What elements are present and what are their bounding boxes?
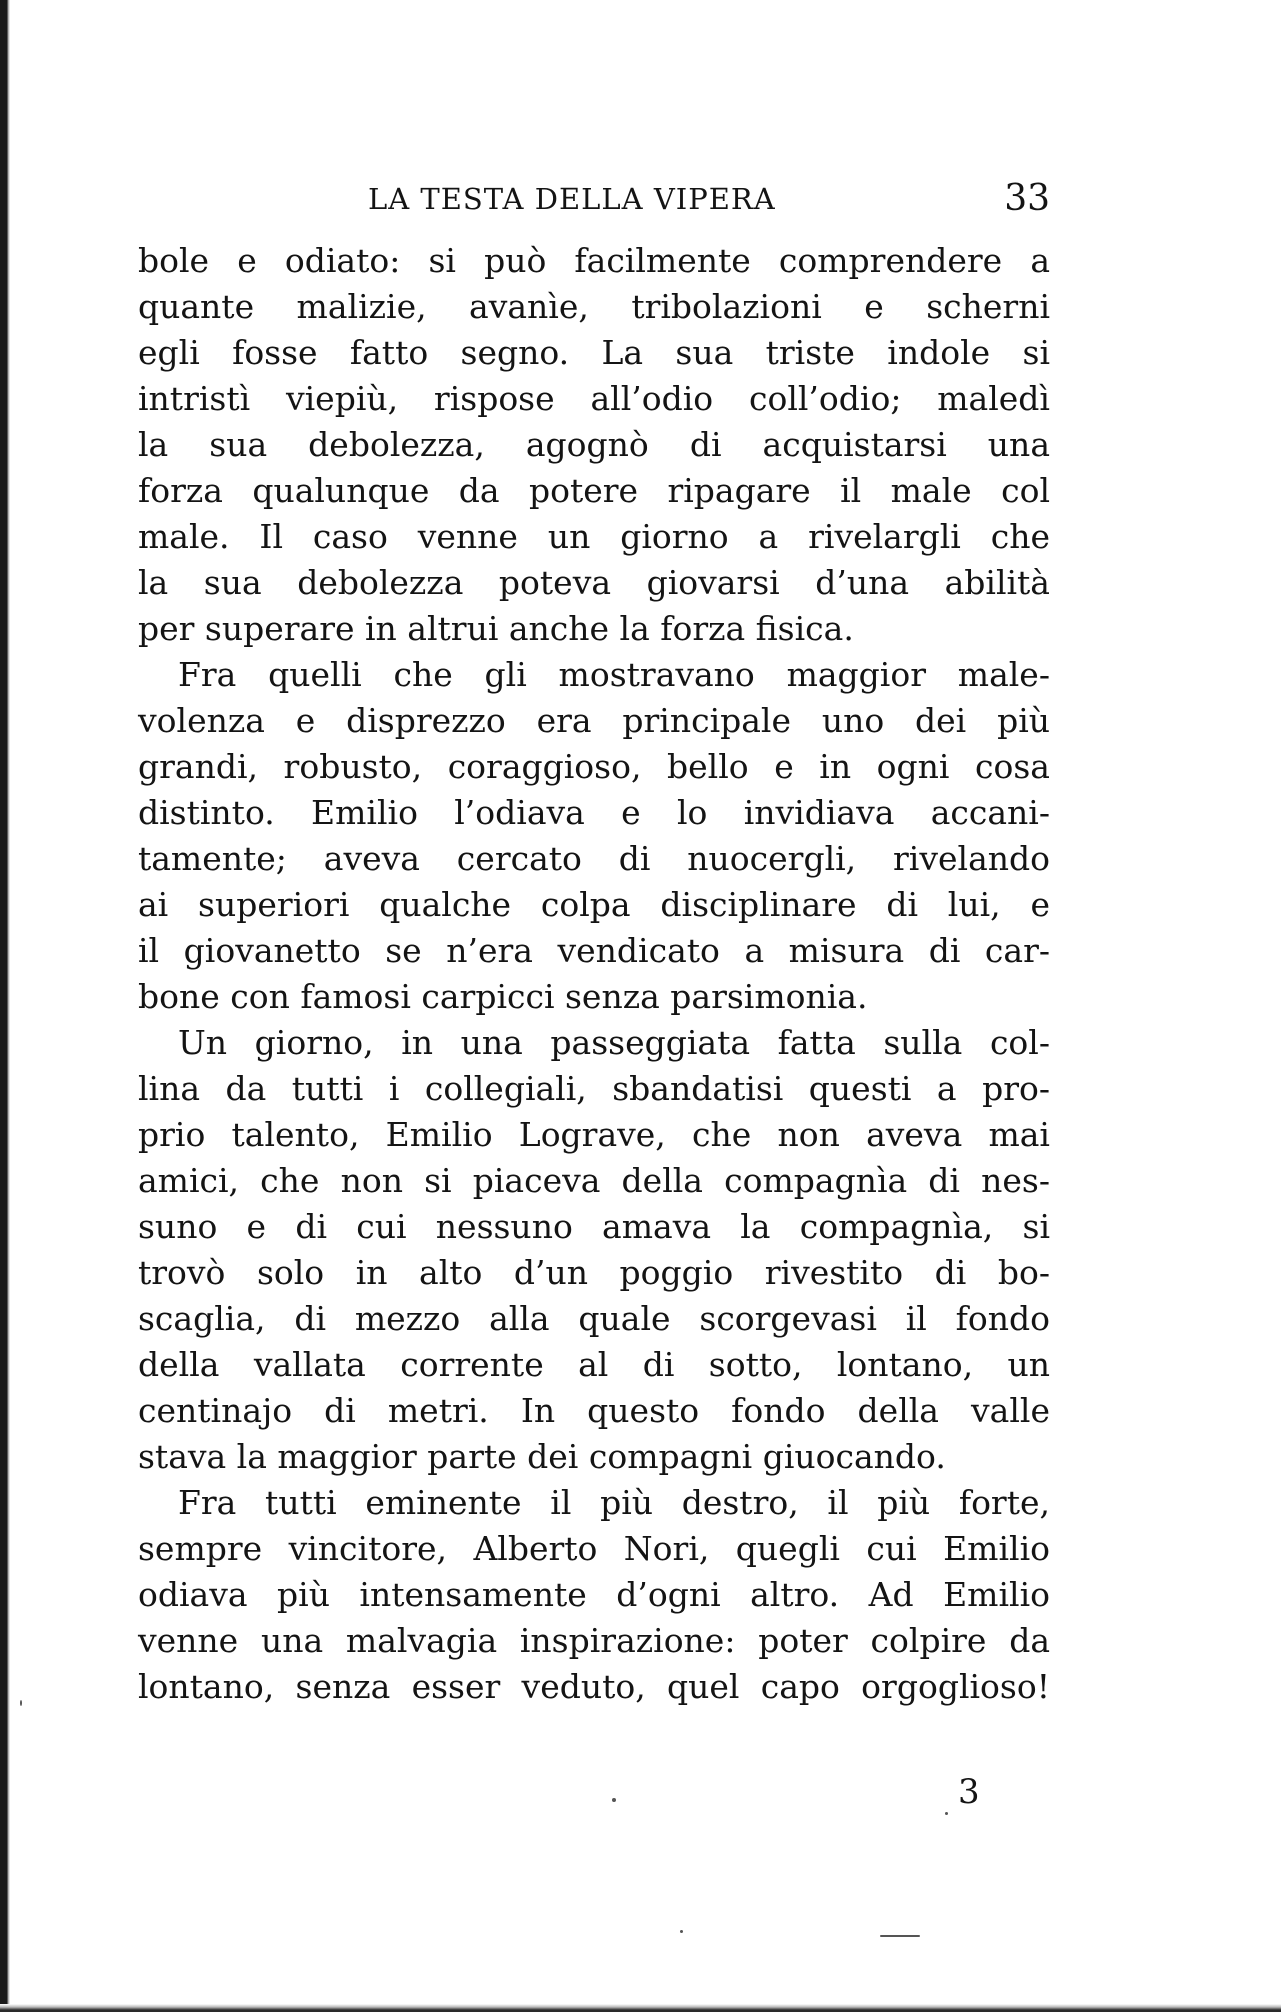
text-line: bone con famosi carpicci senza parsimonia. (138, 977, 868, 1016)
text-line: egli fosse fatto segno. La sua triste indole si (138, 333, 1050, 372)
print-speck (680, 1930, 683, 1933)
text-line: sempre vincitore, Alberto Nori, quegli cui Emilio (138, 1529, 1050, 1568)
page-number: 33 (1004, 178, 1050, 219)
print-speck (612, 1798, 616, 1802)
text-line: Un giorno, in una passeggiata fatta sulla col- (178, 1023, 1050, 1062)
text-line: scaglia, di mezzo alla quale scorgevasi il fondo (138, 1299, 1050, 1338)
text-line: venne una malvagia inspirazione: poter colpire da (138, 1621, 1050, 1660)
text-line: per superare in altrui anche la forza fisica. (138, 609, 854, 648)
text-line: della vallata corrente al di sotto, lontano, un (138, 1345, 1050, 1384)
text-line: intristì viepiù, rispose all’odio coll’odio; maledì (138, 379, 1050, 418)
text-line: suno e di cui nessuno amava la compagnìa, si (138, 1207, 1050, 1246)
print-speck (880, 1935, 920, 1937)
text-line: il giovanetto se n’era vendicato a misura di car- (138, 931, 1050, 970)
text-line: la sua debolezza, agognò di acquistarsi una (138, 425, 1050, 464)
text-line: bole e odiato: si può facilmente comprendere a (138, 241, 1050, 280)
text-line: male. Il caso venne un giorno a rivelargli che (138, 517, 1050, 556)
text-line: centinajo di metri. In questo fondo della valle (138, 1391, 1050, 1430)
body-text (138, 238, 1050, 1710)
page-bottom-edge (0, 2004, 1281, 2012)
text-line: amici, che non si piaceva della compagnìa di nes- (138, 1161, 1050, 1200)
text-line: la sua debolezza poteva giovarsi d’una abilità (138, 563, 1050, 602)
page-header (138, 178, 1050, 222)
text-line: grandi, robusto, coraggioso, bello e in ogni cosa (138, 747, 1050, 786)
text-line: Fra quelli che gli mostravano maggior male- (178, 655, 1050, 694)
text-line: volenza e disprezzo era principale uno dei più (138, 701, 1050, 740)
text-line: Fra tutti eminente il più destro, il più forte, (178, 1483, 1050, 1522)
text-line: trovò solo in alto d’un poggio rivestito di bo- (138, 1253, 1050, 1292)
signature-mark: 3 (958, 1772, 980, 1812)
text-line: tamente; aveva cercato di nuocergli, rivelando (138, 839, 1050, 878)
text-line: lontano, senza esser veduto, quel capo orgoglioso! (138, 1667, 1050, 1706)
text-line: lina da tutti i collegiali, sbandatisi questi a pro- (138, 1069, 1050, 1108)
text-line: prio talento, Emilio Lograve, che non aveva mai (138, 1115, 1050, 1154)
text-line: distinto. Emilio l’odiava e lo invidiava accani- (138, 793, 1050, 832)
binding-edge (0, 0, 10, 2012)
running-title: LA TESTA DELLA VIPERA (368, 182, 776, 216)
print-speck (20, 1700, 22, 1706)
text-line: ai superiori qualche colpa disciplinare di lui, e (138, 885, 1050, 924)
text-line: forza qualunque da potere ripagare il male col (138, 471, 1050, 510)
text-line: odiava più intensamente d’ogni altro. Ad Emilio (138, 1575, 1050, 1614)
text-line: quante malizie, avanìe, tribolazioni e scherni (138, 287, 1050, 326)
print-speck (945, 1812, 948, 1815)
text-line: stava la maggior parte dei compagni giuocando. (138, 1437, 946, 1476)
